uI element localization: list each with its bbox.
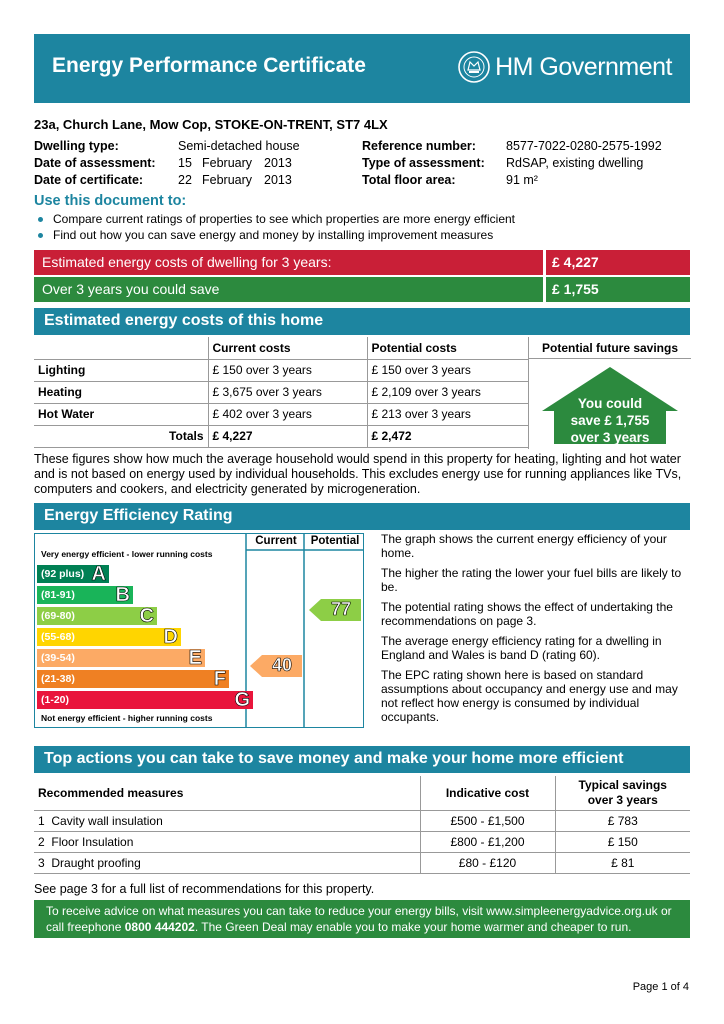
current-rating-value: 40 (271, 655, 293, 675)
measure-cell: 3 Draught proofing (38, 855, 141, 870)
table-row (34, 852, 690, 873)
table-row (34, 403, 528, 425)
cost-row-name: Hot Water (38, 407, 95, 421)
band-range: (92 plus) (41, 568, 85, 580)
current-column-header: Current (255, 535, 297, 547)
band-letter: E (188, 647, 202, 669)
assessment-date-label: Date of assessment: (34, 156, 156, 170)
assessment-year: 2013 (264, 156, 292, 170)
band-range: (81-91) (41, 589, 75, 601)
reference-label: Reference number: (362, 139, 476, 153)
band-letter: G (234, 689, 250, 711)
see-page-note: See page 3 for a full list of recommendations for this property. (34, 882, 375, 896)
assessment-month: February (202, 156, 253, 170)
page-title: Energy Performance Certificate (52, 54, 366, 77)
measure-cell: 2 Floor Insulation (38, 834, 134, 849)
band-range: (69-80) (41, 610, 75, 622)
cost-row-name: Heating (38, 385, 83, 399)
assessment-type-value: RdSAP, existing dwelling (506, 156, 644, 170)
table-row (34, 831, 690, 852)
band-letter: B (115, 584, 130, 606)
hm-government-text: HM Government (495, 52, 672, 81)
measure-savings: £ 81 (555, 852, 690, 873)
rating-band-f (37, 670, 229, 688)
floor-area-label: Total floor area: (362, 173, 456, 187)
cost-header: Indicative cost (420, 776, 555, 810)
totals-current: £ 4,227 (208, 425, 367, 447)
table-row (34, 425, 528, 447)
band-range: (1-20) (41, 694, 70, 706)
cost-row-current: £ 3,675 over 3 years (208, 381, 367, 403)
advice-banner: To receive advice on what measures you can take to reduce your energy bills, visit www.simpleenergyadvice.org.uk or call freephone 0800 444202. The Green Deal may enable you to make your home warmer and cheaper to run. (34, 900, 690, 938)
certificate-month: February (202, 173, 253, 187)
efficiency-rating-chart (34, 533, 364, 728)
measure-cost: £80 - £120 (420, 852, 555, 873)
property-address: 23a, Church Lane, Mow Cop, STOKE-ON-TRENT, ST7 4LX (34, 117, 388, 132)
list-item: Find out how you can save energy and money by installing improvement measures (36, 228, 515, 244)
list-item: Compare current ratings of properties to see which properties are more energy efficient (36, 212, 515, 228)
header-banner (34, 34, 690, 103)
efficiency-note: The average energy efficiency rating for a dwelling in England and Wales is band D (rating 60). (381, 634, 662, 662)
potential-savings-bar (34, 277, 690, 302)
totals-label: Totals (169, 429, 204, 443)
dwelling-type-label: Dwelling type: (34, 139, 119, 153)
efficiency-note: The EPC rating shown here is based on standard assumptions about occupancy and energy use and may not reflect how energy is consumed by individual occupants. (381, 668, 678, 724)
rating-band-d (37, 628, 181, 646)
efficiency-note: The graph shows the current energy efficiency of your home. (381, 532, 667, 560)
measure-savings: £ 150 (555, 831, 690, 852)
rating-band-a (37, 565, 109, 583)
band-letter: A (91, 563, 106, 585)
cost-row-potential: £ 213 over 3 years (367, 403, 528, 425)
efficiency-note: The potential rating shows the effect of undertaking the recommendations on page 3. (381, 600, 673, 628)
costs-explanation: These figures show how much the average household would spend in this property for heating, lighting and hot water and is not based on energy used by individual households. This excludes energy use for running appliances like TVs, computers and cookers, and electricity generated by microgeneration. (34, 452, 682, 496)
band-range: (39-54) (41, 652, 75, 664)
freephone-number: 0800 444202 (124, 920, 195, 934)
costs-table (34, 337, 528, 448)
current-costs-header: Current costs (208, 337, 367, 359)
costs-section-title: Estimated energy costs of this home (34, 308, 690, 335)
actions-table (34, 776, 690, 874)
cost-row-potential: £ 150 over 3 years (367, 359, 528, 381)
use-document-title: Use this document to: (34, 193, 187, 209)
house-text-line: save £ 1,755 (570, 413, 650, 428)
band-letter: C (139, 605, 154, 627)
bullet-icon (38, 233, 43, 238)
potential-column-header: Potential (310, 535, 360, 547)
measure-cost: £500 - £1,500 (420, 810, 555, 831)
royal-crest-icon (457, 50, 491, 84)
certificate-day: 22 (178, 173, 192, 187)
savings-house-icon (540, 365, 680, 445)
savings-header: Typical savings over 3 years (555, 776, 690, 810)
efficiency-note: The higher the rating the lower your fuel bills are likely to be. (381, 566, 682, 594)
efficiency-section-title: Energy Efficiency Rating (34, 503, 690, 530)
future-savings-panel (528, 337, 690, 449)
band-range: (55-68) (41, 631, 75, 643)
estimated-costs-label: Estimated energy costs of dwelling for 3 years: (34, 250, 543, 275)
rating-band-g (37, 691, 253, 709)
rating-band-e (37, 649, 205, 667)
potential-savings-value: £ 1,755 (546, 277, 690, 302)
details-left (34, 138, 354, 190)
band-range: (21-38) (41, 673, 75, 685)
cost-row-name: Lighting (38, 363, 86, 377)
bottom-efficiency-label: Not energy efficient - higher running costs (41, 713, 213, 723)
table-row (34, 359, 528, 381)
certificate-date-label: Date of certificate: (34, 173, 144, 187)
table-row (34, 381, 528, 403)
assessment-type-label: Type of assessment: (362, 156, 485, 170)
page-number: Page 1 of 4 (632, 981, 689, 993)
table-row (34, 810, 690, 831)
certificate-year: 2013 (264, 173, 292, 187)
house-text-line: over 3 years (570, 430, 650, 445)
use-bullet-list (36, 212, 515, 243)
top-efficiency-label: Very energy efficient - lower running costs (41, 549, 213, 559)
rating-band-b (37, 586, 133, 604)
bullet-icon (38, 217, 43, 222)
floor-area-value: 91 m² (506, 173, 538, 187)
measure-savings: £ 783 (555, 810, 690, 831)
totals-potential: £ 2,472 (367, 425, 528, 447)
assessment-day: 15 (178, 156, 192, 170)
estimated-costs-value: £ 4,227 (546, 250, 690, 275)
cost-row-potential: £ 2,109 over 3 years (367, 381, 528, 403)
house-text-line: You could (577, 396, 643, 411)
measure-cell: 1 Cavity wall insulation (38, 813, 163, 828)
potential-rating-value: 77 (330, 599, 352, 619)
efficiency-notes (381, 532, 691, 730)
measure-cost: £800 - £1,200 (420, 831, 555, 852)
actions-section-title: Top actions you can take to save money and make your home more efficient (34, 746, 690, 773)
band-letter: F (213, 668, 226, 690)
cost-row-current: £ 150 over 3 years (208, 359, 367, 381)
future-savings-header: Potential future savings (529, 337, 691, 359)
details-right (362, 138, 690, 190)
hm-government-logo (457, 50, 672, 84)
measures-header: Recommended measures (38, 785, 184, 800)
dwelling-type-value: Semi-detached house (178, 139, 300, 153)
potential-savings-label: Over 3 years you could save (34, 277, 543, 302)
rating-band-c (37, 607, 157, 625)
reference-value: 8577-7022-0280-2575-1992 (506, 139, 662, 153)
potential-costs-header: Potential costs (367, 337, 528, 359)
band-letter: D (163, 626, 178, 648)
estimated-costs-bar (34, 250, 690, 275)
cost-row-current: £ 402 over 3 years (208, 403, 367, 425)
